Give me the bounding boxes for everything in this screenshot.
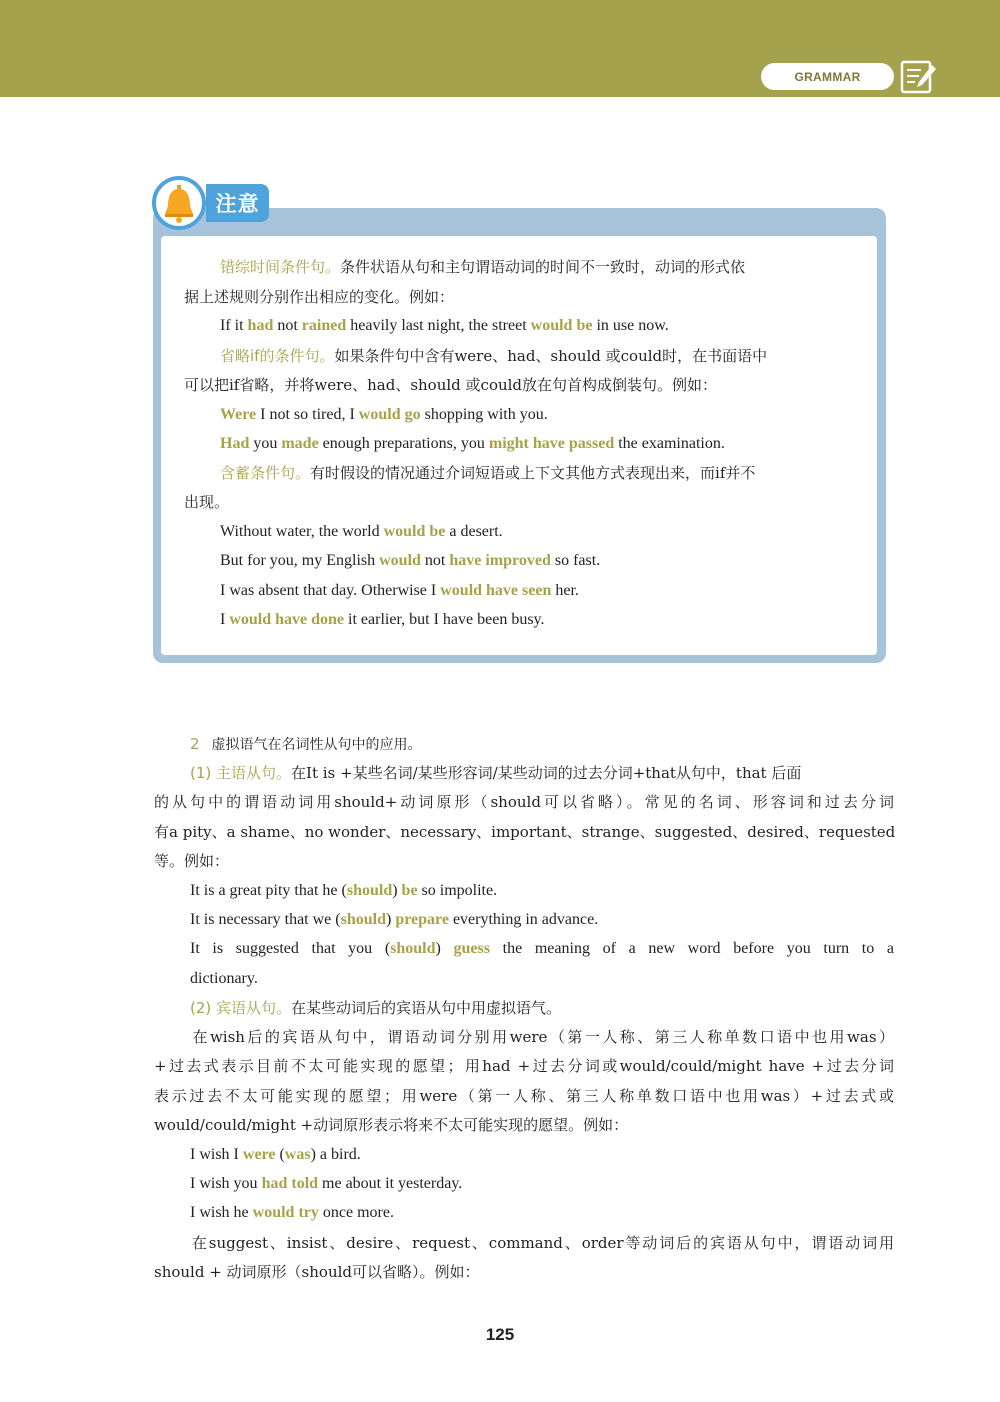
text-span: I <box>220 611 230 628</box>
highlighted-text: prepare <box>395 911 449 928</box>
body-line <box>154 850 229 872</box>
body-line <box>154 1085 894 1107</box>
text-span: I wish I <box>190 1146 243 1163</box>
text-span: (2) 宾语从句。 <box>190 999 292 1017</box>
text-span: the meaning of a new word before you turn to a <box>489 940 895 957</box>
highlighted-text: might have passed <box>488 435 615 452</box>
text-span: so impolite. <box>417 882 498 899</box>
text-span: If it <box>220 317 248 334</box>
highlighted-text: would have done <box>229 611 345 628</box>
body-line <box>154 1261 480 1283</box>
page-number: 125 <box>485 1325 515 1344</box>
note-line <box>184 256 860 278</box>
note-line <box>184 462 860 484</box>
highlighted-text: would be <box>530 317 593 334</box>
text-span: (1) 主语从句。 <box>190 764 292 782</box>
highlighted-text: Were <box>220 406 257 423</box>
body-line <box>154 762 894 784</box>
body-example <box>190 1202 394 1224</box>
body-example <box>190 909 598 931</box>
text-span: 含蓄条件句。 <box>220 464 311 482</box>
text-span: 表示过去不太可能实现的愿望；用were（第一人称、第三人称单数口语中也用was）+过去式或 <box>154 1087 894 1105</box>
text-span: 有a pity、a shame、no wonder、necessary、important、strange、suggested、desired、requested <box>154 823 896 841</box>
highlighted-text: made <box>281 435 319 452</box>
note-line <box>184 491 229 513</box>
text-span: It is suggested that you ( <box>190 940 391 957</box>
highlighted-text: would be <box>383 523 446 540</box>
text-span: 条件状语从句和主句谓语动词的时间不一致时，动词的形式依 <box>340 258 746 276</box>
text-span: me about it yesterday. <box>318 1175 463 1192</box>
text-span: ) <box>392 882 402 899</box>
text-span: not <box>273 317 302 334</box>
body-example <box>190 1144 361 1166</box>
body-line <box>154 791 894 813</box>
text-span: 据上述规则分别作出相应的变化。例如： <box>184 288 455 306</box>
note-example <box>220 315 669 337</box>
highlighted-text: rained <box>301 317 347 334</box>
note-line <box>184 345 860 367</box>
note-example <box>220 404 548 426</box>
text-span: 在It is +某些名词/某些形容词/某些动词的过去分词+that从句中，that 后面 <box>291 764 802 782</box>
text-span: I wish you <box>190 1175 262 1192</box>
highlighted-text: should <box>346 882 393 899</box>
highlighted-text: was <box>284 1146 311 1163</box>
text-span: should + 动词原形（should可以省略）。例如： <box>154 1263 480 1281</box>
text-span: 的从句中的谓语动词用should+动词原形（should可以省略）。常见的名词、形容词和过去分词 <box>154 793 894 811</box>
text-span: +过去式表示目前不太可能实现的愿望；用had +过去分词或would/could/might have +过去分词 <box>154 1057 894 1075</box>
text-span: 错综时间条件句。 <box>220 258 341 276</box>
body-example <box>190 1173 462 1195</box>
text-span: not <box>420 552 450 569</box>
highlighted-text: have improved <box>449 552 551 569</box>
highlighted-text: would <box>379 552 421 569</box>
text-span: ( <box>275 1146 285 1163</box>
highlighted-text: had <box>247 317 274 334</box>
text-span: 如果条件句中含有were、had、should 或could时，在书面语中 <box>334 347 768 365</box>
text-span: would/could/might +动词原形表示将来不太可能实现的愿望。例如： <box>154 1116 629 1134</box>
text-span: Without water, the world <box>220 523 384 540</box>
text-span: 在wish后的宾语从句中，谓语动词分别用were（第一人称、第三人称单数口语中也用was） <box>190 1028 894 1046</box>
note-line <box>184 286 454 308</box>
text-span: you <box>249 435 282 452</box>
note-title: 注意 <box>206 184 269 222</box>
note-example <box>220 609 545 631</box>
text-span: everything in advance. <box>448 911 599 928</box>
highlighted-text: were <box>242 1146 276 1163</box>
text-span: 虚拟语气在名词性从句中的应用。 <box>211 737 422 753</box>
text-span: It is a great pity that he ( <box>190 882 347 899</box>
text-span: enough preparations, you <box>318 435 489 452</box>
body-line <box>154 1114 628 1136</box>
highlighted-text: had told <box>261 1175 319 1192</box>
text-span: 等。例如： <box>154 852 230 870</box>
highlighted-text: should <box>340 911 386 928</box>
body-example <box>190 880 497 902</box>
text-span: 出现。 <box>184 493 230 511</box>
note-example <box>220 433 725 455</box>
highlighted-text: should <box>390 940 436 957</box>
text-span: once more. <box>318 1204 394 1221</box>
section-heading <box>190 733 422 756</box>
text-span: dictionary. <box>190 970 258 987</box>
text-span: shopping with you. <box>420 406 548 423</box>
text-span: the examination. <box>614 435 725 452</box>
highlighted-text: would go <box>358 406 421 423</box>
text-span: ) a bird. <box>310 1146 361 1163</box>
highlighted-text: would try <box>252 1204 319 1221</box>
text-span: 2 <box>190 735 200 753</box>
text-span: ) <box>385 911 396 928</box>
text-span: it earlier, but I have been busy. <box>344 611 545 628</box>
text-span: her. <box>551 582 579 599</box>
text-span: 省略if的条件句。 <box>220 347 335 365</box>
text-span: 有时假设的情况通过介词短语或上下文其他方式表现出来，而if并不 <box>310 464 756 482</box>
highlighted-text: Had <box>220 435 250 452</box>
note-example <box>220 580 579 602</box>
text-span: It is necessary that we ( <box>190 911 341 928</box>
text-span: ) <box>435 940 454 957</box>
text-span: heavily last night, the street <box>346 317 531 334</box>
note-example <box>220 521 503 543</box>
body-line <box>154 1055 894 1077</box>
notebook-pencil-icon <box>899 58 937 96</box>
highlighted-text: guess <box>453 940 490 957</box>
text-span: I not so tired, I <box>256 406 359 423</box>
note-example <box>220 550 600 572</box>
body-line <box>154 821 894 843</box>
highlighted-text: would have seen <box>440 582 552 599</box>
note-line <box>184 374 717 396</box>
body-line <box>154 1026 894 1048</box>
text-span: in use now. <box>592 317 669 334</box>
text-span: 在suggest、insist、desire、request、command、order等动词后的宾语从句中，谓语动词用 <box>190 1234 894 1252</box>
text-span: But for you, my English <box>220 552 380 569</box>
text-span: a desert. <box>445 523 503 540</box>
bell-icon <box>162 184 196 224</box>
text-span: so fast. <box>550 552 601 569</box>
text-span: I was absent that day. Otherwise I <box>220 582 441 599</box>
text-span: 可以把if省略，并将were、had、should 或could放在句首构成倒装句。例如： <box>184 376 718 394</box>
body-line <box>190 997 561 1019</box>
text-span: 在某些动词后的宾语从句中用虚拟语气。 <box>291 999 562 1017</box>
body-example <box>190 968 258 990</box>
body-line <box>154 1232 894 1254</box>
body-example <box>190 938 894 960</box>
text-span: I wish he <box>190 1204 253 1221</box>
bell-badge <box>152 176 206 230</box>
section-label: GRAMMAR <box>761 63 894 90</box>
highlighted-text: be <box>401 882 418 899</box>
